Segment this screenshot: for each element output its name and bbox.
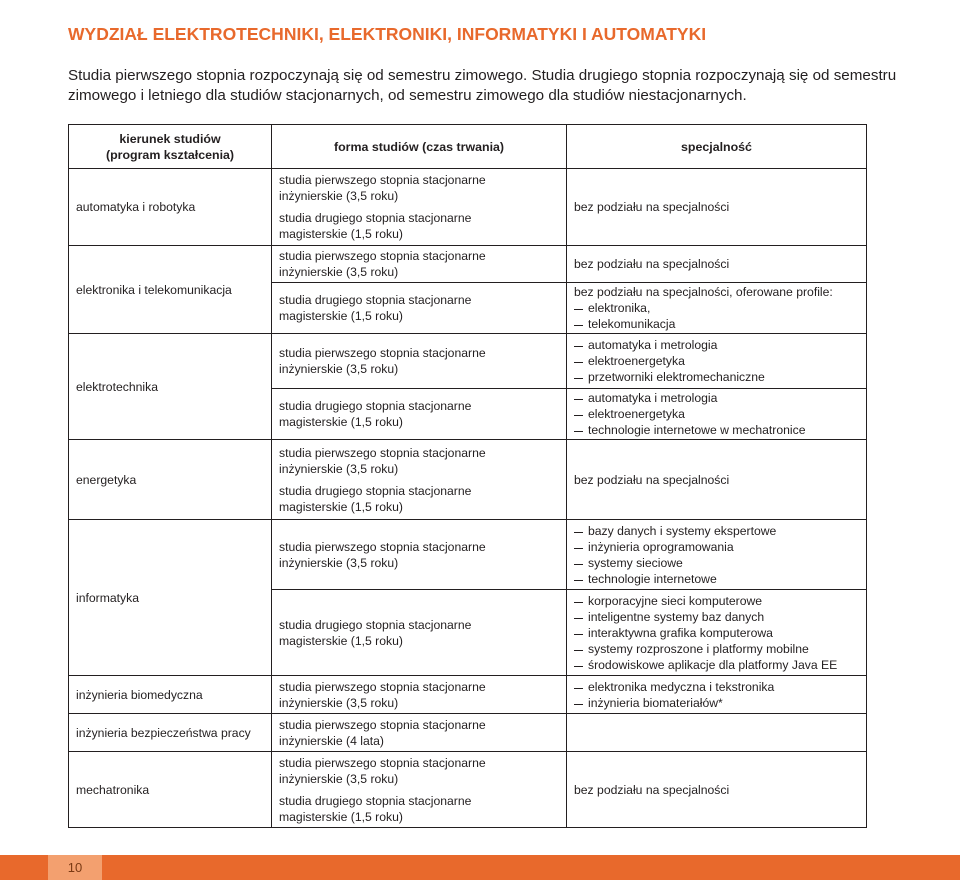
list-item: elektronika, [574, 300, 859, 316]
spec-list [574, 593, 859, 673]
spec-cell: bez podziału na specjalności [567, 440, 867, 520]
spec-list [574, 390, 859, 438]
form-cell [272, 520, 567, 590]
list-item: inteligentne systemy baz danych [574, 609, 859, 625]
form-line: studia drugiego stopnia stacjonarne [279, 793, 472, 808]
program-name: inżynieria biomedyczna [69, 676, 272, 714]
list-item: interaktywna grafika komputerowa [574, 625, 859, 641]
list-item: technologie internetowe [574, 571, 859, 587]
spec-cell [567, 389, 867, 440]
program-name: elektronika i telekomunikacja [69, 246, 272, 334]
form-item [279, 210, 559, 242]
list-item: automatyka i metrologia [574, 337, 859, 353]
form-cell [272, 169, 567, 246]
header-specjalnosc: specjalność [567, 125, 867, 169]
form-line: studia pierwszego stopnia stacjonarne [279, 346, 486, 360]
spec-cell: bez podziału na specjalności [567, 169, 867, 246]
form-line: inżynierskie (3,5 roku) [279, 265, 399, 279]
list-item: inżynieria oprogramowania [574, 539, 859, 555]
page-number: 10 [48, 855, 102, 880]
intro-paragraph: Studia pierwszego stopnia rozpoczynają się od semestru zimowego. Studia drugiego stopnia rozpoczynają się od semestru zimowego i letniego dla studiów stacjonarnych, od semestru zimowego dla studiów niestacjonarnych. [68, 67, 897, 104]
list-item: automatyka i metrologia [574, 390, 859, 406]
program-name: elektrotechnika [69, 334, 272, 440]
header-kierunek-line1: kierunek studiów [119, 131, 221, 146]
form-line: magisterskie (1,5 roku) [279, 309, 403, 323]
form-cell [272, 590, 567, 676]
header-forma: forma studiów (czas trwania) [272, 125, 567, 169]
list-item: przetworniki elektromechaniczne [574, 369, 859, 385]
form-line: magisterskie (1,5 roku) [279, 415, 403, 429]
form-cell [272, 440, 567, 520]
form-cell [272, 752, 567, 828]
spec-list [574, 337, 859, 385]
spec-cell [567, 714, 867, 752]
table-row [69, 520, 867, 590]
form-item [279, 445, 559, 477]
form-line: studia pierwszego stopnia stacjonarne [279, 679, 486, 694]
form-line: inżynierskie (4 lata) [279, 733, 384, 748]
form-line: inżynierskie (3,5 roku) [279, 555, 399, 570]
form-cell [272, 389, 567, 440]
table-row [69, 752, 867, 828]
form-line: magisterskie (1,5 roku) [279, 633, 403, 648]
program-name: energetyka [69, 440, 272, 520]
footer-bar [0, 855, 960, 880]
form-item [279, 793, 559, 825]
program-name: inżynieria bezpieczeństwa pracy [69, 714, 272, 752]
programs-table [68, 124, 867, 828]
form-line: studia drugiego stopnia stacjonarne [279, 211, 472, 225]
form-line: inżynierskie (3,5 roku) [279, 189, 399, 203]
form-line: studia drugiego stopnia stacjonarne [279, 293, 472, 307]
form-line: studia pierwszego stopnia stacjonarne [279, 755, 486, 770]
form-line: magisterskie (1,5 roku) [279, 499, 403, 514]
form-line: studia pierwszego stopnia stacjonarne [279, 539, 486, 554]
list-item: bazy danych i systemy ekspertowe [574, 523, 859, 539]
form-cell [272, 334, 567, 389]
spec-intro: bez podziału na specjalności, oferowane profile: [574, 285, 833, 299]
table-row [69, 676, 867, 714]
spec-list [574, 300, 859, 332]
form-line: studia drugiego stopnia stacjonarne [279, 617, 472, 632]
list-item: elektroenergetyka [574, 353, 859, 369]
list-item: elektroenergetyka [574, 406, 859, 422]
list-item: korporacyjne sieci komputerowe [574, 593, 859, 609]
form-line: studia pierwszego stopnia stacjonarne [279, 445, 486, 460]
form-line: inżynierskie (3,5 roku) [279, 695, 399, 710]
form-line: studia drugiego stopnia stacjonarne [279, 483, 472, 498]
list-item: technologie internetowe w mechatronice [574, 422, 859, 438]
spec-cell [567, 590, 867, 676]
spec-cell [567, 334, 867, 389]
table-row [69, 334, 867, 389]
table-row [69, 246, 867, 283]
form-item [279, 755, 559, 787]
form-item [279, 483, 559, 515]
list-item: systemy sieciowe [574, 555, 859, 571]
form-cell [272, 714, 567, 752]
list-item: systemy rozproszone i platformy mobilne [574, 641, 859, 657]
program-name: automatyka i robotyka [69, 169, 272, 246]
form-line: studia pierwszego stopnia stacjonarne [279, 249, 486, 263]
form-item [279, 172, 559, 204]
table-row [69, 169, 867, 246]
spec-list [574, 679, 859, 711]
program-name: informatyka [69, 520, 272, 676]
form-line: magisterskie (1,5 roku) [279, 809, 403, 824]
spec-cell [567, 520, 867, 590]
form-line: inżynierskie (3,5 roku) [279, 362, 399, 376]
form-line: studia pierwszego stopnia stacjonarne [279, 717, 486, 732]
list-item: środowiskowe aplikacje dla platformy Java EE [574, 657, 859, 673]
table-row [69, 714, 867, 752]
spec-cell: bez podziału na specjalności [567, 246, 867, 283]
page-title: WYDZIAŁ ELEKTROTECHNIKI, ELEKTRONIKI, INFORMATYKI I AUTOMATYKI [68, 24, 707, 44]
list-item: telekomunikacja [574, 316, 859, 332]
table-header-row [69, 125, 867, 169]
form-line: studia pierwszego stopnia stacjonarne [279, 173, 486, 187]
spec-list [574, 523, 859, 587]
table-row [69, 440, 867, 520]
header-kierunek-line2: (program kształcenia) [105, 147, 235, 162]
form-cell [272, 676, 567, 714]
spec-cell [567, 676, 867, 714]
form-cell [272, 246, 567, 283]
form-line: magisterskie (1,5 roku) [279, 227, 403, 241]
program-name: mechatronika [69, 752, 272, 828]
list-item: inżynieria biomateriałów* [574, 695, 859, 711]
spec-cell: bez podziału na specjalności [567, 752, 867, 828]
spec-cell [567, 283, 867, 334]
form-line: inżynierskie (3,5 roku) [279, 461, 399, 476]
form-cell [272, 283, 567, 334]
list-item: elektronika medyczna i tekstronika [574, 679, 859, 695]
header-kierunek [69, 125, 272, 169]
form-line: inżynierskie (3,5 roku) [279, 771, 399, 786]
form-line: studia drugiego stopnia stacjonarne [279, 399, 472, 413]
